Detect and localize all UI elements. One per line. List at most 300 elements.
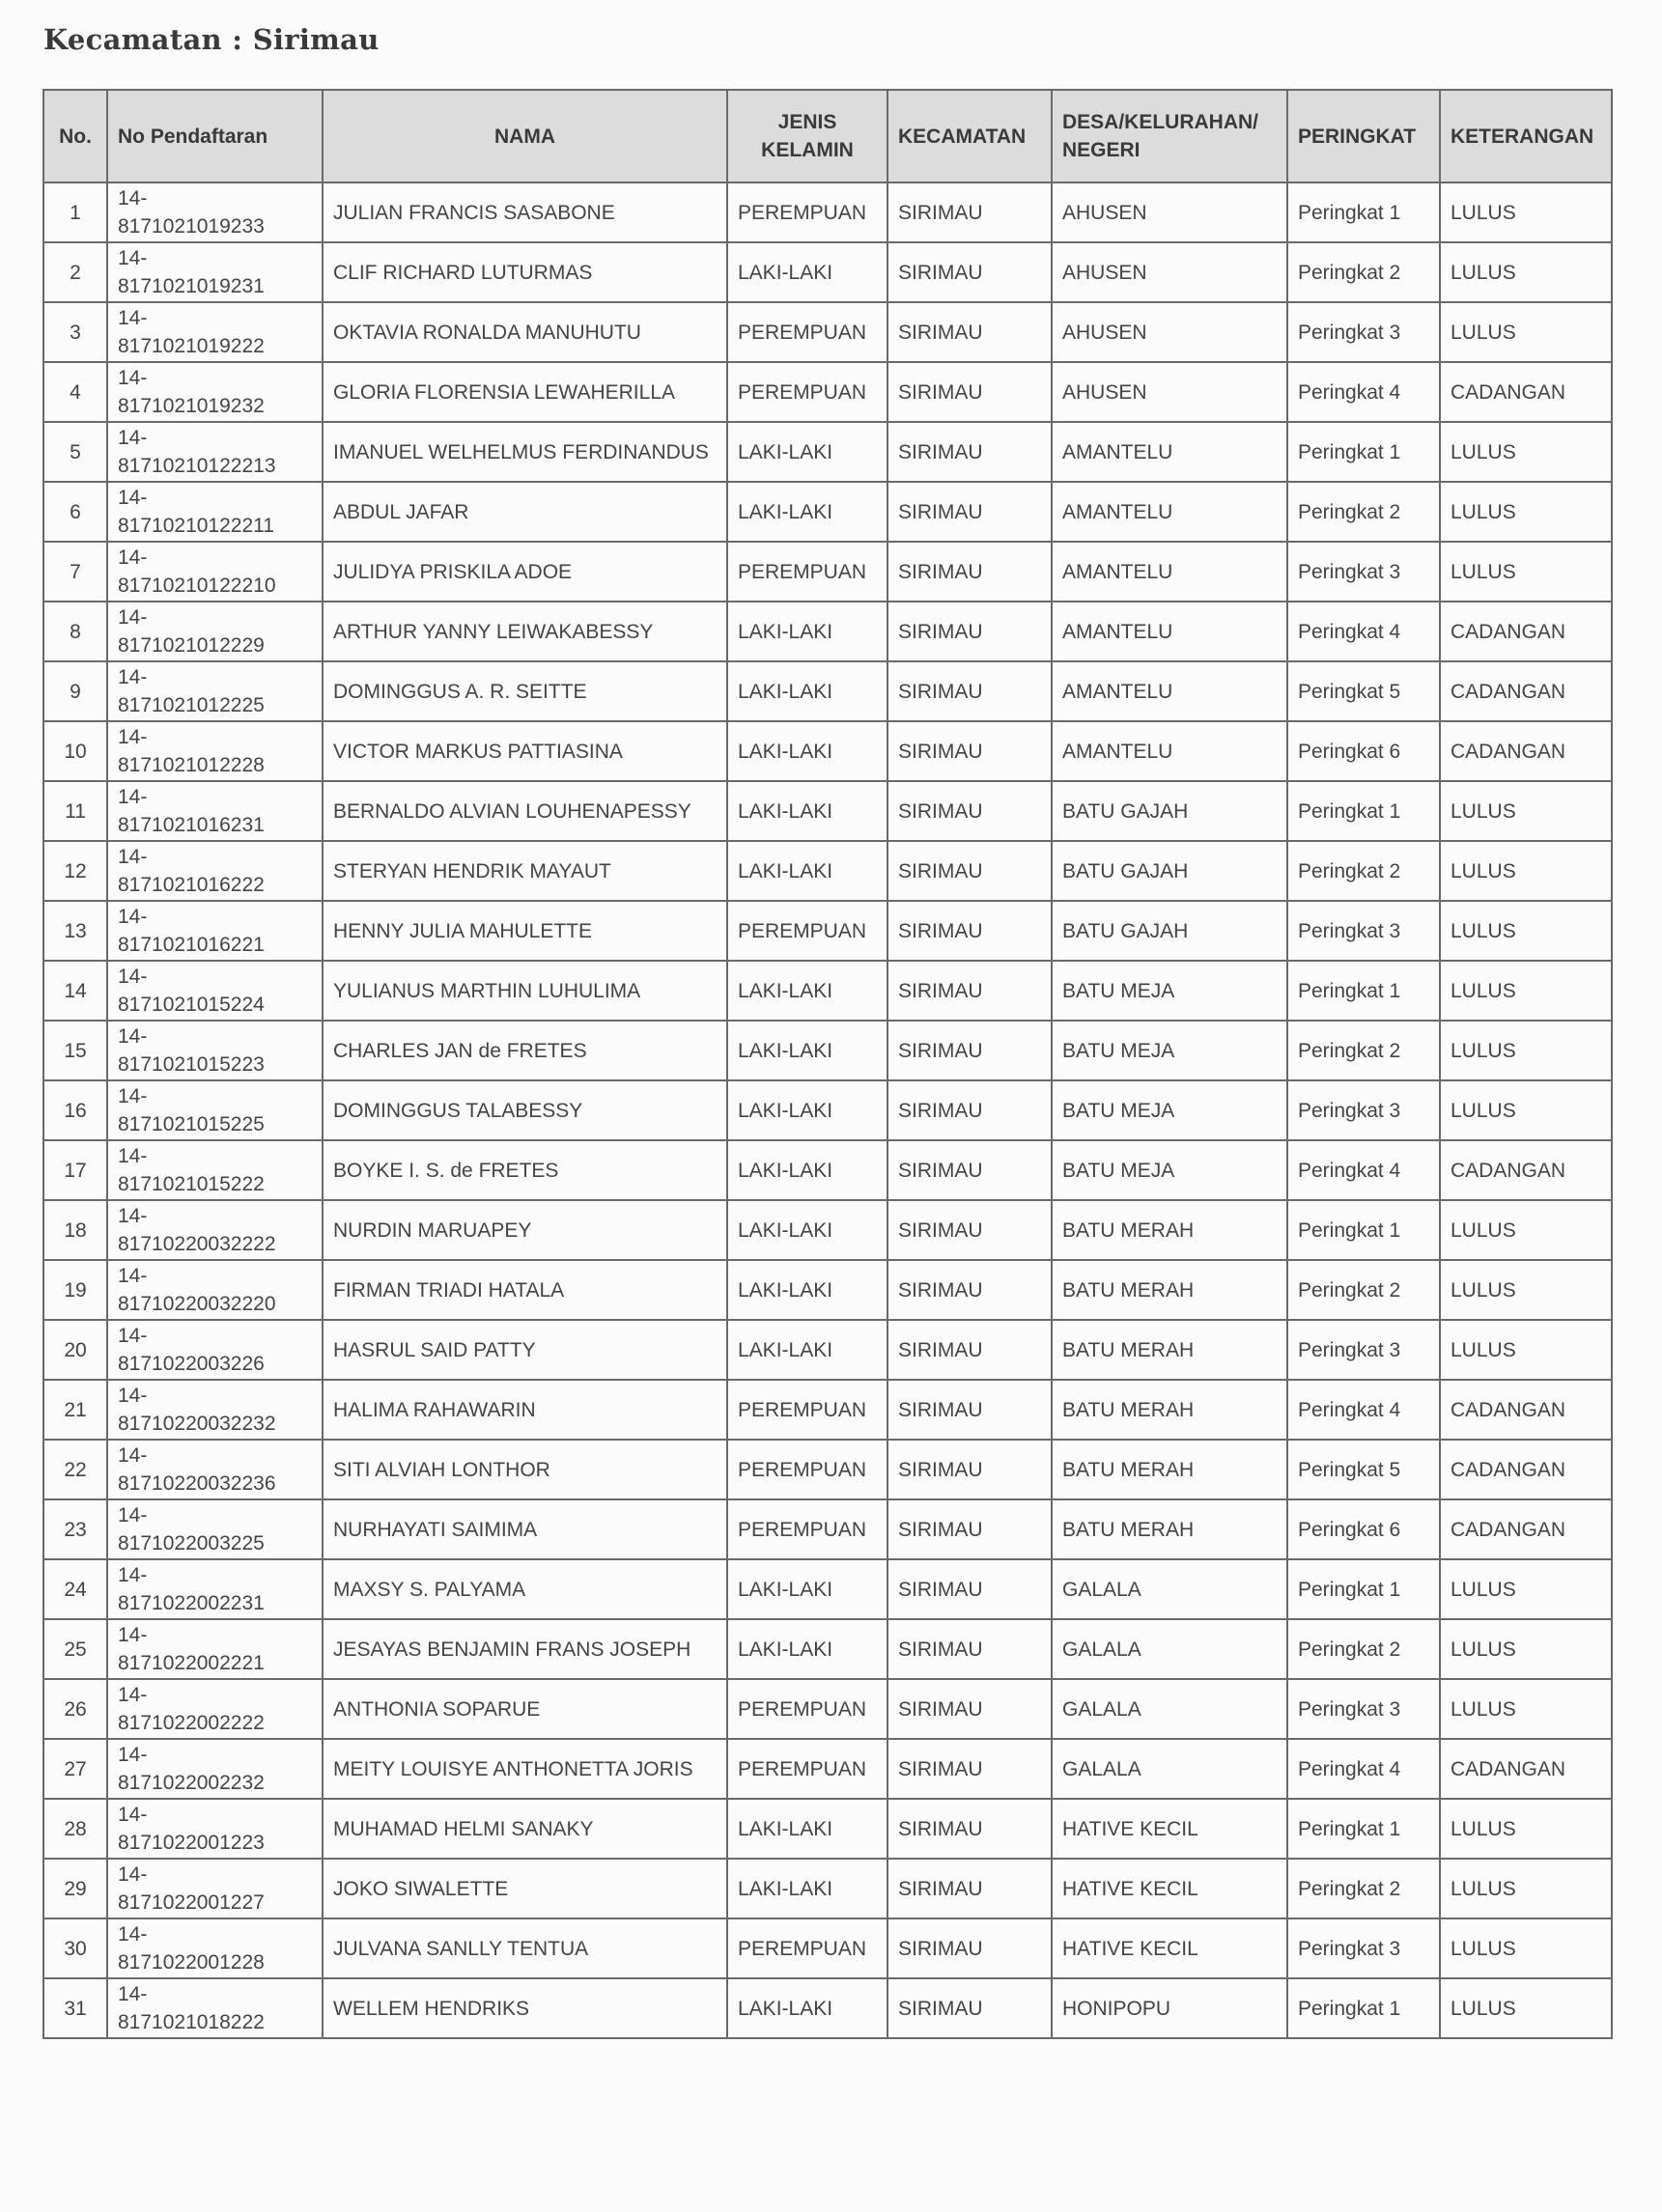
cell-nama: MEITY LOUISYE ANTHONETTA JORIS [323,1739,727,1799]
table-row [43,1320,1612,1380]
cell-jenis-kelamin: PEREMPUAN [727,1499,887,1559]
table-row [43,482,1612,542]
cell-jenis-kelamin: LAKI-LAKI [727,1200,887,1260]
cell-peringkat: Peringkat 5 [1287,1440,1440,1499]
cell-jenis-kelamin: LAKI-LAKI [727,1260,887,1320]
table-row [43,422,1612,482]
cell-nama: IMANUEL WELHELMUS FERDINANDUS [323,422,727,482]
table-row [43,1080,1612,1140]
registration-prefix: 14- [118,487,148,509]
cell-desa: AMANTELU [1052,542,1287,602]
cell-nama: CLIF RICHARD LUTURMAS [323,242,727,302]
cell-kecamatan: SIRIMAU [887,1021,1052,1080]
cell-nama: SITI ALVIAH LONTHOR [323,1440,727,1499]
cell-desa: AHUSEN [1052,302,1287,362]
cell-keterangan: LULUS [1440,781,1612,841]
cell-no: 26 [43,1679,107,1739]
cell-desa: BATU MERAH [1052,1499,1287,1559]
registration-prefix: 14- [118,1923,148,1946]
cell-peringkat: Peringkat 6 [1287,1499,1440,1559]
cell-nama: GLORIA FLORENSIA LEWAHERILLA [323,362,727,422]
cell-jenis-kelamin: PEREMPUAN [727,1918,887,1978]
cell-no: 10 [43,721,107,781]
registration-prefix: 14- [118,1863,148,1886]
table-row [43,1440,1612,1499]
registration-number: 81710210122211 [118,515,274,537]
table-row [43,661,1612,721]
cell-no: 17 [43,1140,107,1200]
cell-jenis-kelamin: LAKI-LAKI [727,961,887,1021]
cell-no: 2 [43,242,107,302]
registration-number: 81710210122213 [118,455,276,477]
cell-jenis-kelamin: LAKI-LAKI [727,1799,887,1859]
cell-desa: BATU GAJAH [1052,841,1287,901]
cell-nama: ABDUL JAFAR [323,482,727,542]
cell-no: 20 [43,1320,107,1380]
cell-no: 27 [43,1739,107,1799]
table-row [43,1200,1612,1260]
cell-kecamatan: SIRIMAU [887,661,1052,721]
registration-prefix: 14- [118,1385,148,1407]
cell-keterangan: LULUS [1440,1080,1612,1140]
cell-peringkat: Peringkat 1 [1287,422,1440,482]
table-row [43,542,1612,602]
cell-desa: GALALA [1052,1619,1287,1679]
cell-jenis-kelamin: LAKI-LAKI [727,1140,887,1200]
registration-prefix: 14- [118,786,148,808]
cell-peringkat: Peringkat 2 [1287,242,1440,302]
cell-nama: HASRUL SAID PATTY [323,1320,727,1380]
cell-keterangan: CADANGAN [1440,721,1612,781]
cell-nama: JULVANA SANLLY TENTUA [323,1918,727,1978]
cell-keterangan: CADANGAN [1440,1380,1612,1440]
cell-kecamatan: SIRIMAU [887,901,1052,961]
cell-no-pendaftaran [107,1859,323,1918]
cell-nama: ARTHUR YANNY LEIWAKABESSY [323,602,727,661]
registration-number: 8171021016231 [118,814,265,836]
cell-peringkat: Peringkat 2 [1287,482,1440,542]
cell-no-pendaftaran [107,1918,323,1978]
cell-desa: AHUSEN [1052,242,1287,302]
cell-nama: MAXSY S. PALYAMA [323,1559,727,1619]
registration-prefix: 14- [118,906,148,928]
cell-peringkat: Peringkat 1 [1287,961,1440,1021]
cell-jenis-kelamin: LAKI-LAKI [727,721,887,781]
cell-no-pendaftaran [107,1619,323,1679]
cell-kecamatan: SIRIMAU [887,1619,1052,1679]
registration-prefix: 14- [118,966,148,988]
cell-kecamatan: SIRIMAU [887,542,1052,602]
cell-nama: STERYAN HENDRIK MAYAUT [323,841,727,901]
cell-peringkat: Peringkat 3 [1287,542,1440,602]
cell-peringkat: Peringkat 1 [1287,1559,1440,1619]
cell-no-pendaftaran [107,1380,323,1440]
cell-jenis-kelamin: LAKI-LAKI [727,781,887,841]
cell-peringkat: Peringkat 4 [1287,1739,1440,1799]
header-no-pendaftaran: No Pendaftaran [107,90,323,182]
cell-kecamatan: SIRIMAU [887,1679,1052,1739]
cell-keterangan: LULUS [1440,1619,1612,1679]
cell-keterangan: LULUS [1440,182,1612,242]
cell-no: 31 [43,1978,107,2038]
registration-number: 8171022002232 [118,1772,265,1794]
table-row [43,1260,1612,1320]
cell-peringkat: Peringkat 4 [1287,1380,1440,1440]
cell-desa: GALALA [1052,1739,1287,1799]
table-row [43,1140,1612,1200]
cell-nama: HALIMA RAHAWARIN [323,1380,727,1440]
cell-desa: BATU MEJA [1052,1140,1287,1200]
cell-no-pendaftaran [107,1978,323,2038]
cell-no-pendaftaran [107,362,323,422]
table-row [43,721,1612,781]
cell-kecamatan: SIRIMAU [887,1918,1052,1978]
header-nama: NAMA [323,90,727,182]
cell-desa: BATU GAJAH [1052,781,1287,841]
cell-keterangan: CADANGAN [1440,362,1612,422]
cell-peringkat: Peringkat 3 [1287,302,1440,362]
cell-kecamatan: SIRIMAU [887,961,1052,1021]
registration-number: 81710220032222 [118,1233,276,1255]
cell-kecamatan: SIRIMAU [887,242,1052,302]
cell-no: 23 [43,1499,107,1559]
cell-keterangan: CADANGAN [1440,661,1612,721]
cell-nama: BERNALDO ALVIAN LOUHENAPESSY [323,781,727,841]
cell-kecamatan: SIRIMAU [887,602,1052,661]
cell-keterangan: LULUS [1440,1559,1612,1619]
registration-number: 8171022002221 [118,1652,265,1674]
cell-no: 1 [43,182,107,242]
table-row [43,901,1612,961]
cell-kecamatan: SIRIMAU [887,1320,1052,1380]
cell-peringkat: Peringkat 2 [1287,841,1440,901]
cell-no: 22 [43,1440,107,1499]
cell-no-pendaftaran [107,1679,323,1739]
table-row [43,1679,1612,1739]
table-row [43,242,1612,302]
cell-kecamatan: SIRIMAU [887,841,1052,901]
cell-jenis-kelamin: PEREMPUAN [727,1679,887,1739]
cell-no: 12 [43,841,107,901]
cell-keterangan: CADANGAN [1440,602,1612,661]
cell-jenis-kelamin: PEREMPUAN [727,1440,887,1499]
table-row [43,302,1612,362]
table-row [43,961,1612,1021]
cell-jenis-kelamin: PEREMPUAN [727,302,887,362]
cell-nama: YULIANUS MARTHIN LUHULIMA [323,961,727,1021]
cell-jenis-kelamin: PEREMPUAN [727,1380,887,1440]
registration-prefix: 14- [118,247,148,269]
cell-desa: BATU MERAH [1052,1320,1287,1380]
cell-kecamatan: SIRIMAU [887,1380,1052,1440]
cell-keterangan: LULUS [1440,482,1612,542]
registration-number: 8171021018222 [118,2011,265,2033]
cell-kecamatan: SIRIMAU [887,1080,1052,1140]
cell-nama: NURHAYATI SAIMIMA [323,1499,727,1559]
cell-keterangan: LULUS [1440,542,1612,602]
cell-nama: WELLEM HENDRIKS [323,1978,727,2038]
cell-keterangan: CADANGAN [1440,1140,1612,1200]
cell-kecamatan: SIRIMAU [887,362,1052,422]
cell-jenis-kelamin: LAKI-LAKI [727,1978,887,2038]
cell-kecamatan: SIRIMAU [887,721,1052,781]
cell-kecamatan: SIRIMAU [887,1978,1052,2038]
registration-prefix: 14- [118,1145,148,1167]
header-peringkat: PERINGKAT [1287,90,1440,182]
cell-nama: DOMINGGUS A. R. SEITTE [323,661,727,721]
cell-nama: JULIDYA PRISKILA ADOE [323,542,727,602]
cell-jenis-kelamin: PEREMPUAN [727,362,887,422]
cell-peringkat: Peringkat 3 [1287,1918,1440,1978]
cell-jenis-kelamin: PEREMPUAN [727,901,887,961]
header-jenis-kelamin: JENIS KELAMIN [727,90,887,182]
cell-no-pendaftaran [107,721,323,781]
cell-peringkat: Peringkat 1 [1287,781,1440,841]
cell-peringkat: Peringkat 1 [1287,182,1440,242]
cell-peringkat: Peringkat 3 [1287,1679,1440,1739]
cell-no-pendaftaran [107,182,323,242]
registration-prefix: 14- [118,1564,148,1586]
cell-nama: MUHAMAD HELMI SANAKY [323,1799,727,1859]
cell-no-pendaftaran [107,1559,323,1619]
cell-no: 6 [43,482,107,542]
cell-no-pendaftaran [107,781,323,841]
cell-keterangan: LULUS [1440,901,1612,961]
registration-prefix: 14- [118,1265,148,1287]
cell-kecamatan: SIRIMAU [887,1140,1052,1200]
cell-peringkat: Peringkat 4 [1287,362,1440,422]
cell-keterangan: LULUS [1440,1021,1612,1080]
cell-keterangan: LULUS [1440,1320,1612,1380]
registration-prefix: 14- [118,846,148,868]
registration-number: 8171022003225 [118,1532,265,1554]
registration-prefix: 14- [118,1085,148,1107]
cell-jenis-kelamin: PEREMPUAN [727,182,887,242]
registration-prefix: 14- [118,1624,148,1646]
cell-kecamatan: SIRIMAU [887,182,1052,242]
cell-no-pendaftaran [107,422,323,482]
cell-keterangan: LULUS [1440,1918,1612,1978]
cell-keterangan: LULUS [1440,961,1612,1021]
cell-no: 18 [43,1200,107,1260]
cell-desa: AMANTELU [1052,422,1287,482]
registration-number: 8171022001227 [118,1891,265,1914]
registration-number: 8171022001223 [118,1832,265,1854]
registration-number: 8171021019231 [118,275,265,297]
cell-desa: BATU MEJA [1052,1021,1287,1080]
cell-keterangan: CADANGAN [1440,1499,1612,1559]
table-row [43,1499,1612,1559]
cell-keterangan: LULUS [1440,1260,1612,1320]
cell-kecamatan: SIRIMAU [887,302,1052,362]
registration-prefix: 14- [118,1325,148,1347]
registration-number: 8171021012229 [118,634,265,657]
table-row [43,1739,1612,1799]
registration-prefix: 14- [118,1504,148,1526]
cell-keterangan: LULUS [1440,1978,1612,2038]
cell-no: 30 [43,1918,107,1978]
cell-no-pendaftaran [107,1320,323,1380]
cell-peringkat: Peringkat 4 [1287,1140,1440,1200]
cell-peringkat: Peringkat 4 [1287,602,1440,661]
cell-keterangan: LULUS [1440,1859,1612,1918]
cell-nama: JESAYAS BENJAMIN FRANS JOSEPH [323,1619,727,1679]
cell-desa: HATIVE KECIL [1052,1918,1287,1978]
cell-jenis-kelamin: LAKI-LAKI [727,1559,887,1619]
cell-no-pendaftaran [107,1200,323,1260]
cell-no: 14 [43,961,107,1021]
table-row [43,1918,1612,1978]
registration-number: 81710220032236 [118,1472,276,1495]
cell-desa: GALALA [1052,1559,1287,1619]
cell-kecamatan: SIRIMAU [887,1200,1052,1260]
cell-jenis-kelamin: PEREMPUAN [727,542,887,602]
cell-nama: VICTOR MARKUS PATTIASINA [323,721,727,781]
cell-keterangan: LULUS [1440,1200,1612,1260]
cell-jenis-kelamin: LAKI-LAKI [727,242,887,302]
cell-peringkat: Peringkat 1 [1287,1978,1440,2038]
cell-desa: BATU MEJA [1052,961,1287,1021]
table-row [43,841,1612,901]
page-title: Kecamatan : Sirimau [43,23,380,56]
registration-number: 81710210122210 [118,574,276,597]
registration-number: 8171022002231 [118,1592,265,1614]
table-header [43,90,1612,182]
cell-nama: NURDIN MARUAPEY [323,1200,727,1260]
registration-number: 8171021015223 [118,1053,265,1076]
cell-nama: FIRMAN TRIADI HATALA [323,1260,727,1320]
cell-kecamatan: SIRIMAU [887,1499,1052,1559]
cell-desa: AHUSEN [1052,182,1287,242]
cell-no: 5 [43,422,107,482]
cell-kecamatan: SIRIMAU [887,1440,1052,1499]
registration-prefix: 14- [118,726,148,748]
registration-number: 8171021015225 [118,1113,265,1135]
cell-keterangan: LULUS [1440,242,1612,302]
cell-no-pendaftaran [107,302,323,362]
cell-no-pendaftaran [107,901,323,961]
registration-number: 81710220032232 [118,1413,276,1435]
cell-peringkat: Peringkat 3 [1287,901,1440,961]
cell-kecamatan: SIRIMAU [887,422,1052,482]
cell-kecamatan: SIRIMAU [887,482,1052,542]
cell-no-pendaftaran [107,1499,323,1559]
cell-no-pendaftaran [107,542,323,602]
cell-no-pendaftaran [107,1260,323,1320]
header-kecamatan: KECAMATAN [887,90,1052,182]
cell-kecamatan: SIRIMAU [887,1559,1052,1619]
table-row [43,182,1612,242]
cell-jenis-kelamin: LAKI-LAKI [727,422,887,482]
cell-desa: AHUSEN [1052,362,1287,422]
cell-jenis-kelamin: LAKI-LAKI [727,1859,887,1918]
registration-number: 8171022001228 [118,1951,265,1974]
cell-desa: BATU MERAH [1052,1440,1287,1499]
cell-no: 19 [43,1260,107,1320]
cell-kecamatan: SIRIMAU [887,1260,1052,1320]
cell-desa: BATU MEJA [1052,1080,1287,1140]
registration-prefix: 14- [118,1444,148,1467]
registration-number: 8171021015224 [118,994,265,1016]
cell-desa: AMANTELU [1052,602,1287,661]
cell-jenis-kelamin: LAKI-LAKI [727,482,887,542]
cell-no-pendaftaran [107,1440,323,1499]
cell-keterangan: LULUS [1440,1679,1612,1739]
cell-peringkat: Peringkat 2 [1287,1859,1440,1918]
cell-desa: BATU MERAH [1052,1380,1287,1440]
cell-desa: AMANTELU [1052,482,1287,542]
cell-kecamatan: SIRIMAU [887,1859,1052,1918]
cell-desa: BATU MERAH [1052,1260,1287,1320]
cell-jenis-kelamin: LAKI-LAKI [727,1619,887,1679]
registration-prefix: 14- [118,307,148,329]
cell-no-pendaftaran [107,482,323,542]
registration-prefix: 14- [118,1804,148,1826]
cell-desa: AMANTELU [1052,661,1287,721]
header-no: No. [43,90,107,182]
cell-no-pendaftaran [107,602,323,661]
cell-no: 3 [43,302,107,362]
table-row [43,602,1612,661]
cell-desa: GALALA [1052,1679,1287,1739]
cell-no: 8 [43,602,107,661]
cell-no: 16 [43,1080,107,1140]
registration-prefix: 14- [118,187,148,210]
cell-no-pendaftaran [107,661,323,721]
cell-keterangan: LULUS [1440,1799,1612,1859]
cell-kecamatan: SIRIMAU [887,1739,1052,1799]
header-keterangan: KETERANGAN [1440,90,1612,182]
registration-number: 8171022003226 [118,1353,265,1375]
table-row [43,1021,1612,1080]
registration-prefix: 14- [118,1205,148,1227]
header-desa: DESA/KELURAHAN/ NEGERI [1052,90,1287,182]
cell-peringkat: Peringkat 6 [1287,721,1440,781]
table-row [43,781,1612,841]
cell-nama: JOKO SIWALETTE [323,1859,727,1918]
cell-desa: HATIVE KECIL [1052,1859,1287,1918]
cell-jenis-kelamin: LAKI-LAKI [727,602,887,661]
cell-peringkat: Peringkat 2 [1287,1619,1440,1679]
cell-jenis-kelamin: LAKI-LAKI [727,661,887,721]
cell-no: 24 [43,1559,107,1619]
cell-jenis-kelamin: LAKI-LAKI [727,1320,887,1380]
cell-keterangan: LULUS [1440,422,1612,482]
cell-no: 11 [43,781,107,841]
cell-no: 21 [43,1380,107,1440]
registration-prefix: 14- [118,546,148,569]
registration-prefix: 14- [118,666,148,688]
registration-number: 81710220032220 [118,1293,276,1315]
table-row [43,1559,1612,1619]
table-row [43,1380,1612,1440]
table-body [43,182,1612,2038]
cell-no: 13 [43,901,107,961]
cell-nama: OKTAVIA RONALDA MANUHUTU [323,302,727,362]
cell-peringkat: Peringkat 2 [1287,1260,1440,1320]
cell-peringkat: Peringkat 1 [1287,1200,1440,1260]
cell-no-pendaftaran [107,961,323,1021]
cell-peringkat: Peringkat 3 [1287,1080,1440,1140]
cell-peringkat: Peringkat 5 [1287,661,1440,721]
cell-no: 25 [43,1619,107,1679]
table-row [43,362,1612,422]
registration-number: 8171021019233 [118,215,265,238]
cell-kecamatan: SIRIMAU [887,781,1052,841]
registration-prefix: 14- [118,427,148,449]
cell-no: 29 [43,1859,107,1918]
cell-nama: BOYKE I. S. de FRETES [323,1140,727,1200]
